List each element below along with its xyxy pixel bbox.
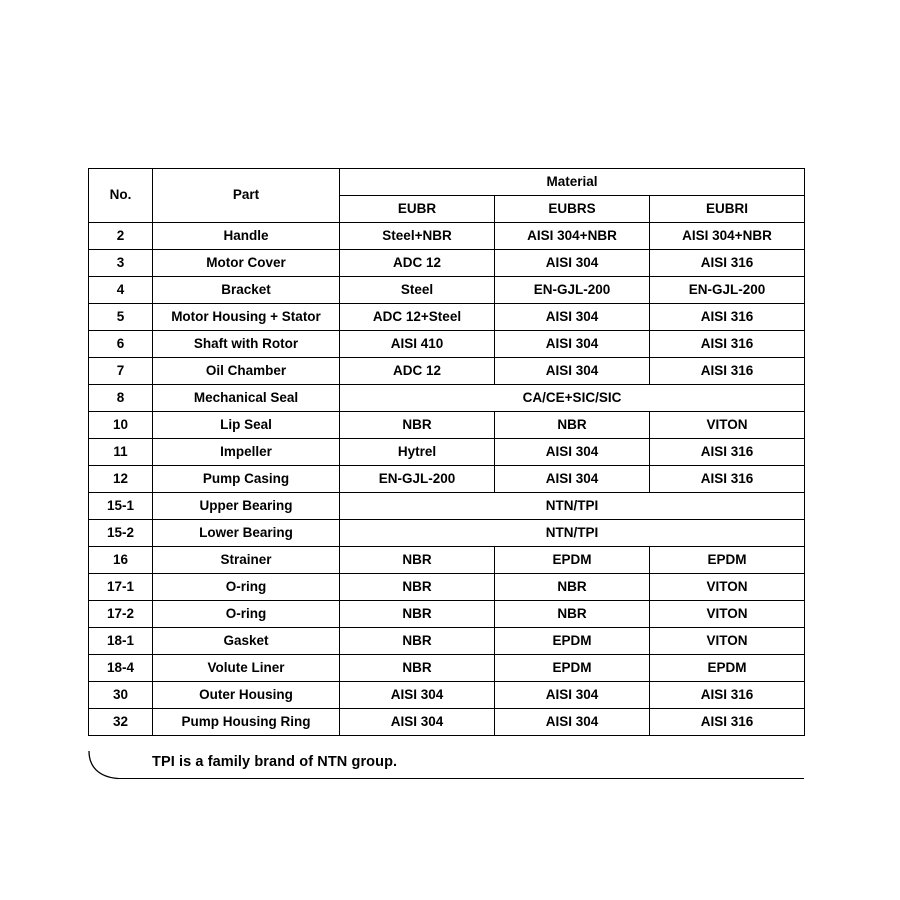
table-row [89, 682, 805, 709]
cell-no: 6 [89, 331, 153, 358]
cell-part: Strainer [153, 547, 340, 574]
cell-material-eubri: AISI 316 [650, 709, 805, 736]
cell-material-eubr: AISI 304 [340, 709, 495, 736]
cell-material-eubrs: AISI 304 [495, 358, 650, 385]
table-row [89, 520, 805, 547]
table-row [89, 655, 805, 682]
cell-material-eubri: AISI 316 [650, 682, 805, 709]
column-subheader-eubr: EUBR [340, 196, 495, 223]
cell-material-eubr: ADC 12 [340, 250, 495, 277]
cell-material-all: CA/CE+SIC/SIC [340, 385, 805, 412]
cell-material-eubrs: EN-GJL-200 [495, 277, 650, 304]
cell-part: Volute Liner [153, 655, 340, 682]
cell-no: 11 [89, 439, 153, 466]
cell-part: Shaft with Rotor [153, 331, 340, 358]
footnote [88, 750, 804, 784]
cell-no: 17-2 [89, 601, 153, 628]
column-header-material: Material [340, 169, 805, 196]
cell-material-eubr: AISI 410 [340, 331, 495, 358]
table-row [89, 304, 805, 331]
cell-material-all: NTN/TPI [340, 493, 805, 520]
table-row [89, 601, 805, 628]
cell-material-eubr: NBR [340, 547, 495, 574]
cell-material-eubrs: AISI 304 [495, 250, 650, 277]
cell-no: 17-1 [89, 574, 153, 601]
table-row [89, 493, 805, 520]
cell-no: 16 [89, 547, 153, 574]
table-row [89, 250, 805, 277]
column-subheader-eubri: EUBRI [650, 196, 805, 223]
cell-material-eubri: EN-GJL-200 [650, 277, 805, 304]
cell-material-eubrs: AISI 304 [495, 304, 650, 331]
cell-no: 15-2 [89, 520, 153, 547]
table-row [89, 412, 805, 439]
table-row [89, 277, 805, 304]
cell-material-eubri: AISI 316 [650, 304, 805, 331]
cell-material-eubri: VITON [650, 574, 805, 601]
cell-part: Lip Seal [153, 412, 340, 439]
table-header [89, 169, 805, 223]
cell-no: 3 [89, 250, 153, 277]
cell-material-eubr: EN-GJL-200 [340, 466, 495, 493]
cell-part: O-ring [153, 574, 340, 601]
cell-material-eubr: ADC 12+Steel [340, 304, 495, 331]
materials-table [88, 168, 805, 736]
cell-material-eubri: VITON [650, 601, 805, 628]
table-row [89, 439, 805, 466]
table-row [89, 466, 805, 493]
table-row [89, 628, 805, 655]
cell-material-eubr: NBR [340, 574, 495, 601]
cell-part: Impeller [153, 439, 340, 466]
cell-material-eubrs: AISI 304 [495, 466, 650, 493]
cell-material-eubrs: EPDM [495, 547, 650, 574]
cell-material-eubri: AISI 304+NBR [650, 223, 805, 250]
cell-no: 15-1 [89, 493, 153, 520]
cell-material-eubri: EPDM [650, 547, 805, 574]
cell-no: 18-1 [89, 628, 153, 655]
cell-material-eubr: AISI 304 [340, 682, 495, 709]
cell-part: Pump Housing Ring [153, 709, 340, 736]
cell-material-eubr: NBR [340, 601, 495, 628]
cell-material-eubr: NBR [340, 628, 495, 655]
cell-no: 12 [89, 466, 153, 493]
table-row [89, 358, 805, 385]
cell-no: 30 [89, 682, 153, 709]
column-header-part: Part [153, 169, 340, 223]
cell-material-eubr: Hytrel [340, 439, 495, 466]
cell-no: 4 [89, 277, 153, 304]
cell-material-eubrs: AISI 304 [495, 709, 650, 736]
cell-part: Upper Bearing [153, 493, 340, 520]
cell-material-eubri: AISI 316 [650, 250, 805, 277]
cell-material-eubrs: EPDM [495, 655, 650, 682]
materials-table-container [88, 168, 804, 736]
cell-material-eubr: NBR [340, 412, 495, 439]
cell-material-eubri: AISI 316 [650, 331, 805, 358]
cell-no: 18-4 [89, 655, 153, 682]
cell-part: Motor Housing + Stator [153, 304, 340, 331]
cell-material-eubri: VITON [650, 628, 805, 655]
cell-material-eubrs: AISI 304 [495, 439, 650, 466]
table-row [89, 709, 805, 736]
column-header-no: No. [89, 169, 153, 223]
table-body [89, 223, 805, 736]
cell-no: 32 [89, 709, 153, 736]
table-row [89, 574, 805, 601]
cell-part: Motor Cover [153, 250, 340, 277]
cell-no: 8 [89, 385, 153, 412]
cell-material-eubrs: NBR [495, 574, 650, 601]
cell-material-eubri: AISI 316 [650, 439, 805, 466]
cell-material-eubr: Steel+NBR [340, 223, 495, 250]
cell-no: 5 [89, 304, 153, 331]
cell-part: Lower Bearing [153, 520, 340, 547]
cell-part: Bracket [153, 277, 340, 304]
cell-no: 10 [89, 412, 153, 439]
cell-material-all: NTN/TPI [340, 520, 805, 547]
table-row [89, 331, 805, 358]
cell-material-eubri: VITON [650, 412, 805, 439]
table-header-row [89, 169, 805, 196]
footnote-rule [118, 778, 804, 779]
column-subheader-eubrs: EUBRS [495, 196, 650, 223]
cell-part: Handle [153, 223, 340, 250]
table-row [89, 385, 805, 412]
footnote-text: TPI is a family brand of NTN group. [152, 754, 398, 770]
cell-part: Oil Chamber [153, 358, 340, 385]
cell-material-eubri: AISI 316 [650, 358, 805, 385]
cell-material-eubrs: AISI 304 [495, 331, 650, 358]
cell-material-eubri: AISI 316 [650, 466, 805, 493]
cell-part: Outer Housing [153, 682, 340, 709]
cell-material-eubrs: AISI 304 [495, 682, 650, 709]
cell-material-eubrs: EPDM [495, 628, 650, 655]
cell-part: Mechanical Seal [153, 385, 340, 412]
cell-part: Gasket [153, 628, 340, 655]
cell-material-eubrs: AISI 304+NBR [495, 223, 650, 250]
cell-material-eubri: EPDM [650, 655, 805, 682]
cell-material-eubrs: NBR [495, 412, 650, 439]
cell-material-eubr: NBR [340, 655, 495, 682]
table-row [89, 223, 805, 250]
table-row [89, 547, 805, 574]
cell-part: O-ring [153, 601, 340, 628]
cell-material-eubr: Steel [340, 277, 495, 304]
cell-part: Pump Casing [153, 466, 340, 493]
cell-material-eubr: ADC 12 [340, 358, 495, 385]
cell-no: 2 [89, 223, 153, 250]
cell-no: 7 [89, 358, 153, 385]
cell-material-eubrs: NBR [495, 601, 650, 628]
